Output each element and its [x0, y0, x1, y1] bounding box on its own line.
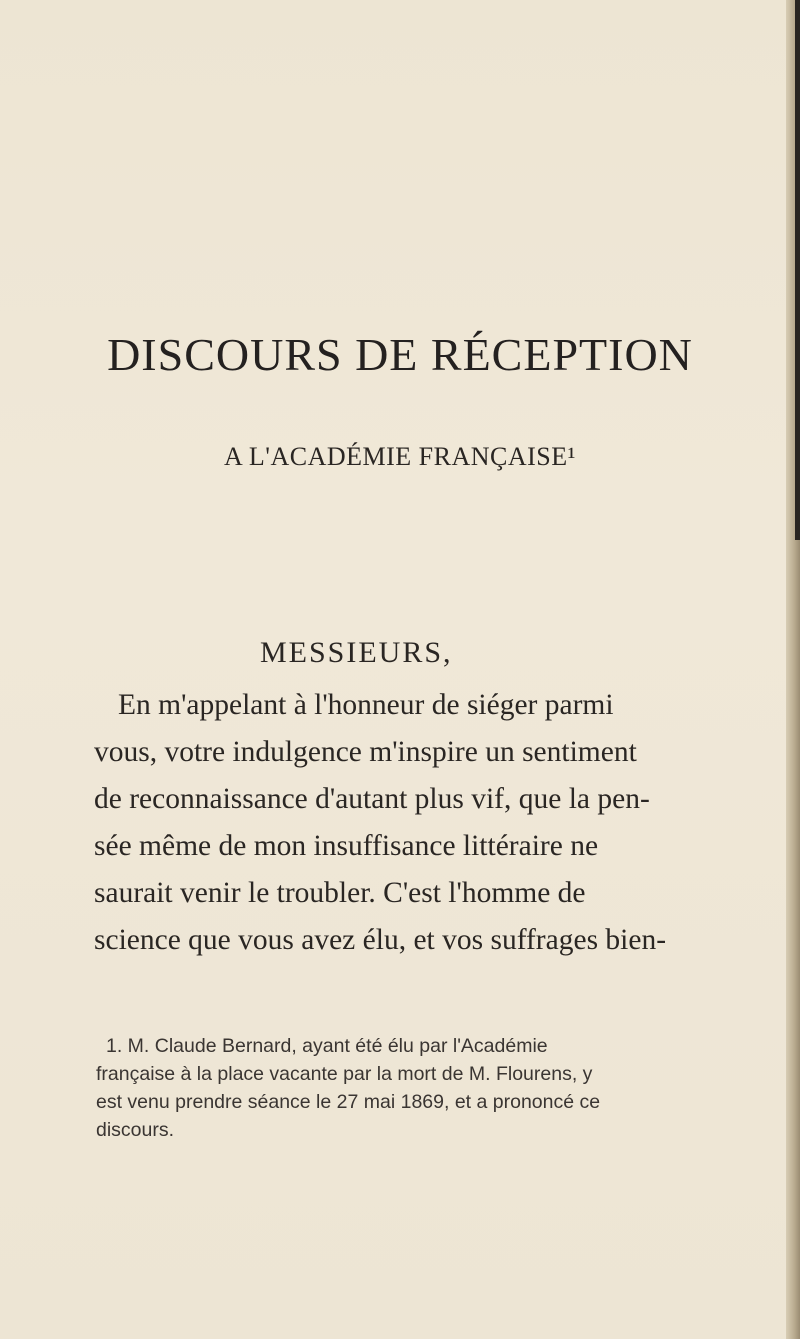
body-line: vous, votre indulgence m'inspire un sentiment: [94, 736, 637, 768]
body-paragraph: [94, 682, 784, 964]
body-line: saurait venir le troubler. C'est l'homme de: [94, 877, 586, 909]
body-line: science que vous avez élu, et vos suffrages bien-: [94, 924, 667, 956]
body-line: En m'appelant à l'honneur de siéger parmi: [118, 689, 614, 721]
footnote-line: est venu prendre séance le 27 mai 1869, et a prononcé ce: [96, 1091, 601, 1113]
footnote-line: discours.: [96, 1119, 175, 1141]
salutation: MESSIEURS,: [260, 636, 453, 669]
body-line: sée même de mon insuffisance littéraire ne: [94, 830, 599, 862]
footnote: [96, 1032, 786, 1144]
footnote-line: française à la place vacante par la mort de M. Flourens, y: [96, 1063, 593, 1085]
page-title: DISCOURS DE RÉCEPTION: [107, 329, 693, 380]
footnote-line: 1. M. Claude Bernard, ayant été élu par l'Académie: [106, 1035, 548, 1057]
page-subtitle: A L'ACADÉMIE FRANÇAISE¹: [224, 442, 576, 471]
body-line: de reconnaissance d'autant plus vif, que la pen-: [94, 783, 650, 815]
